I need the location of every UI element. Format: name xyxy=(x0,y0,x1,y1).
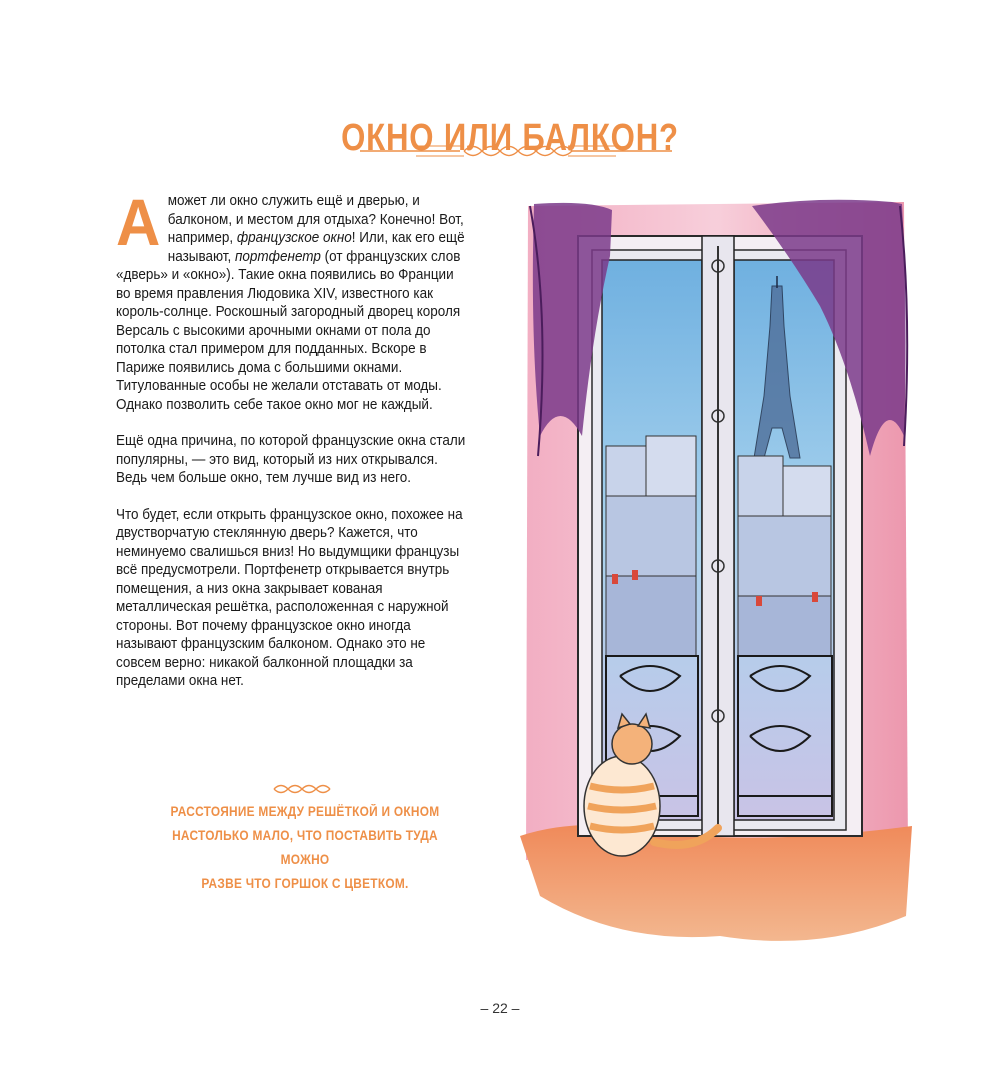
page-title: ОКНО ИЛИ БАЛКОН? xyxy=(341,117,679,160)
drop-cap: А xyxy=(116,185,161,259)
french-window-illustration xyxy=(520,196,912,952)
caption-line-1: РАССТОЯНИЕ МЕЖДУ РЕШЁТКОЙ И ОКНОМ xyxy=(170,804,440,819)
paragraph-1 xyxy=(116,185,469,414)
article-body xyxy=(116,185,469,709)
paragraph-3: Что будет, если открыть французское окно, похожее на двустворчатую стеклянную дверь? Кажется, что неминуемо свалишься вниз! Но выдумщики французы всё предусмотрели. Портфенетр открывается внутрь помещения, а низ окна закрывает кованая металлическая решётка, расположенная с наружной стороны. Вот почему французское окно иногда называют французским балконом. Однако это не совсем верно: никакой балконной площадки за пределами окна нет. xyxy=(116,506,463,689)
caption xyxy=(160,800,450,896)
title-ornament xyxy=(360,140,672,162)
page-number: – 22 – xyxy=(480,1000,520,1016)
caption-line-3: РАЗВЕ ЧТО ГОРШОК С ЦВЕТКОМ. xyxy=(201,876,409,891)
term-portfenetr: портфенетр xyxy=(234,248,321,265)
caption-line-2: НАСТОЛЬКО МАЛО, ЧТО ПОСТАВИТЬ ТУДА МОЖНО xyxy=(172,828,438,867)
paragraph-1-part-1: может ли окно служить ещё и дверью, и балконом, и местом для отдыха? Конечно! Вот, например, xyxy=(167,193,464,246)
paragraph-1-part-3: (от французских слов «дверь» и «окно»). Такие окна появились во Франции во время правления Людовика XIV, известного как король-солнце. Роскошный загородный дворец короля Версаль с высокими арочными окнами от пола до потолка стал примером для подданных. Вскоре в Париже появились дома с большими окнами. Титулованные особы не желали отставать от моды. Однако позволить себе такое окно мог не каждый. xyxy=(116,248,461,413)
paragraph-2: Ещё одна причина, по которой французские окна стали популярны, — это вид, который из них открывался. Ведь чем больше окно, тем лучше вид из него. xyxy=(116,433,466,486)
term-french-window: французское окно xyxy=(236,230,352,246)
caption-ornament xyxy=(270,780,336,798)
paragraph-1-part-2: ! Или, как его ещё называют, xyxy=(167,230,465,265)
